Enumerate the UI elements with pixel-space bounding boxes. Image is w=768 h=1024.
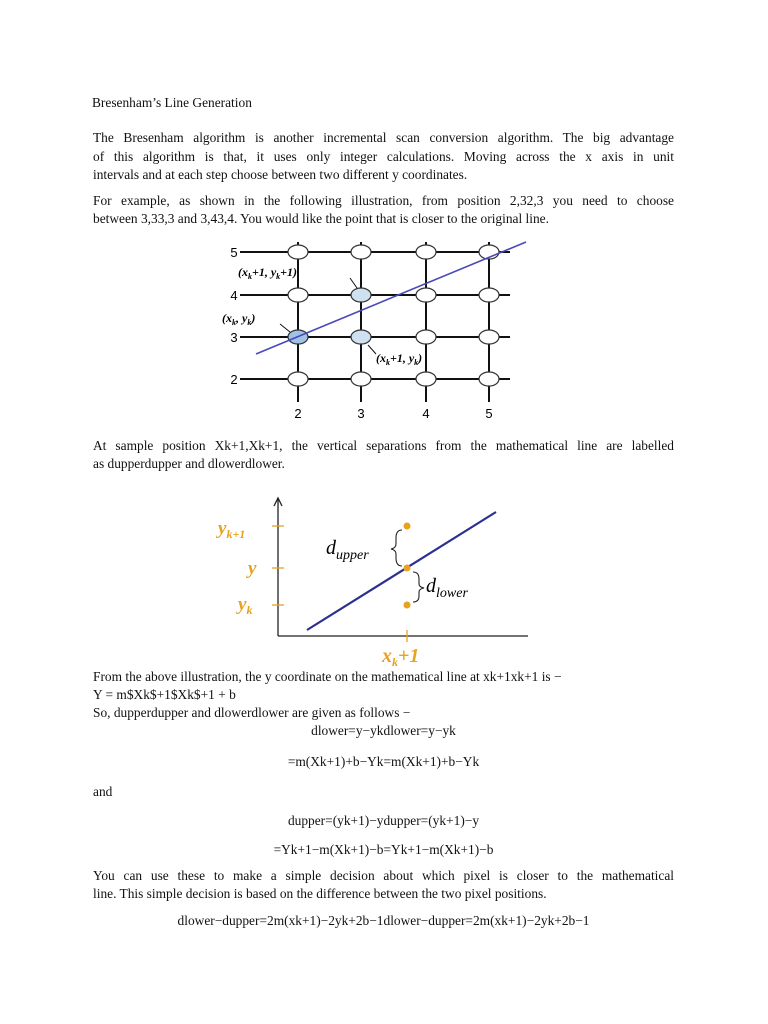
y-label-k-plus-1: $y_{k+1}$ bbox=[218, 518, 246, 541]
upper-pixel-dot bbox=[404, 523, 411, 530]
equation-d-lower: dlower=y−ykdlower=y−yk bbox=[311, 723, 456, 738]
paragraph-1-line-2: of this algorithm is that, it uses only integer calculations. Moving across the x axis in unit bbox=[93, 149, 674, 164]
paragraph-2-line-1: For example, as shown in the following illustration, from position 2,32,3 you need to choose bbox=[93, 193, 674, 208]
d-lower-brace bbox=[413, 572, 424, 602]
y-tick-5: 5 bbox=[230, 245, 238, 260]
d-upper-brace bbox=[391, 530, 402, 566]
paragraph-3-line-2: as dupperdupper and dlowerdlower. bbox=[93, 456, 285, 471]
label-current-point: ($x_k$, $y_k$) bbox=[222, 311, 256, 327]
y-tick-2: 2 bbox=[230, 372, 238, 387]
x-tick-4: 4 bbox=[422, 406, 430, 421]
equation-d-lower-expanded: =m(Xk+1)+b−Yk=m(Xk+1)+b−Yk bbox=[287, 754, 480, 769]
label-current-arrow bbox=[280, 324, 290, 332]
bresenham-grid-figure bbox=[220, 236, 530, 428]
pixel-lower-candidate bbox=[351, 330, 371, 344]
paragraph-1-line-3: intervals and at each step choose between two different y coordinates. bbox=[93, 167, 468, 182]
paragraph-5-line-2: line. This simple decision is based on the difference between the two pixel positions. bbox=[93, 886, 547, 901]
line-intersection-dot bbox=[404, 565, 411, 572]
label-lower-arrow bbox=[368, 345, 376, 354]
label-lower-point: ($x_k+1$, $y_k$) bbox=[376, 351, 423, 367]
pixel-upper-candidate bbox=[351, 288, 371, 302]
label-upper-arrow bbox=[350, 278, 357, 288]
y-tick-3: 3 bbox=[230, 330, 238, 345]
paragraph-4-line-2: Y = m$Xk$+1$Xk$+1 + b bbox=[93, 687, 236, 702]
equation-difference: dlower−dupper=2m(xk+1)−2yk+2b−1dlower−dupper=2m(xk+1)−2yk+2b−1 bbox=[177, 913, 590, 928]
label-upper-point: ($x_k+1$, $y_k+1$) bbox=[238, 265, 298, 281]
y-label-y: y bbox=[248, 558, 257, 579]
paragraph-3-line-1: At sample position Xk+1,Xk+1, the vertical separations from the mathematical line are labelled bbox=[93, 438, 674, 453]
x-tick-2: 2 bbox=[294, 406, 302, 421]
and-text: and bbox=[93, 784, 113, 799]
paragraph-4-line-1: From the above illustration, the y coordinate on the mathematical line at xk+1xk+1 is − bbox=[93, 669, 562, 684]
paragraph-5-line-1: You can use these to make a simple decision about which pixel is closer to the mathematical bbox=[93, 868, 674, 883]
x-tick-5: 5 bbox=[485, 406, 493, 421]
x-label-k-plus-1: $x_k+1$ bbox=[382, 645, 420, 669]
d-lower-label: $d_{lower}$ bbox=[426, 575, 468, 601]
paragraph-4-line-3: So, dupperdupper and dlowerdlower are given as follows − bbox=[93, 705, 411, 720]
paragraph-2-line-2: between 3,33,3 and 3,43,4. You would like the point that is closer to the original line. bbox=[93, 211, 549, 226]
y-tick-4: 4 bbox=[230, 288, 238, 303]
lower-pixel-dot bbox=[404, 602, 411, 609]
paragraph-1-line-1: The Bresenham algorithm is another incremental scan conversion algorithm. The big advantage bbox=[93, 130, 674, 145]
y-label-k: $y_k$ bbox=[238, 594, 253, 617]
d-upper-label: $d_{upper}$ bbox=[326, 537, 369, 563]
page-title: Bresenham’s Line Generation bbox=[92, 95, 252, 110]
distance-figure bbox=[210, 490, 540, 670]
axes bbox=[272, 498, 528, 642]
equation-d-upper: dupper=(yk+1)−ydupper=(yk+1)−y bbox=[287, 813, 480, 828]
equation-d-upper-expanded: =Yk+1−m(Xk+1)−b=Yk+1−m(Xk+1)−b bbox=[273, 842, 494, 857]
x-tick-3: 3 bbox=[357, 406, 365, 421]
